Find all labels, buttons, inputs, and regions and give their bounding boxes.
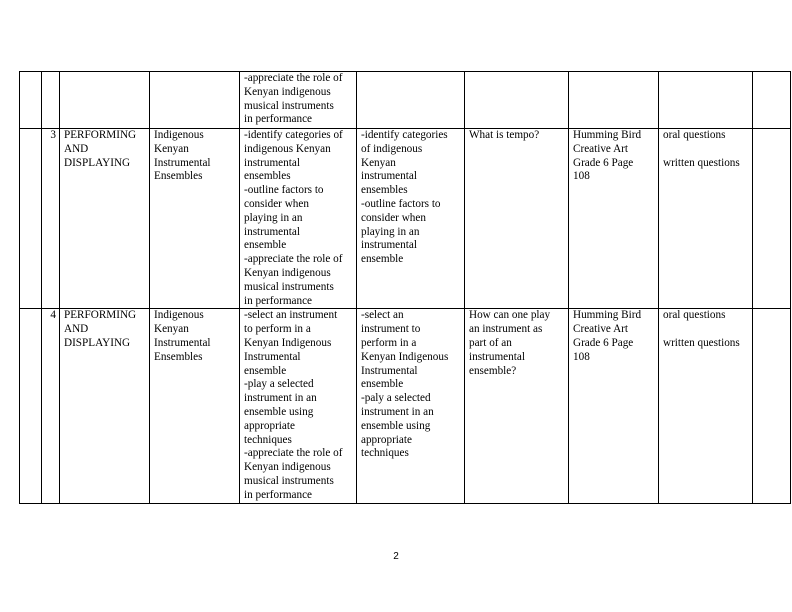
reflection-cell [753,72,791,129]
learning-outcomes-cell: -identify categories of indigenous Kenyan instrumental ensembles -outline factors to consider when playing in an instrumental ensemble -appreciate the role of Kenyan indigenous musical instruments in performance [240,129,357,309]
inquiry-question-cell: What is tempo? [465,129,569,309]
strand-cell [60,72,150,129]
assessment-method: written questions [663,337,740,350]
lesson-cell [42,72,60,129]
learning-experiences-cell: -select an instrument to perform in a Kenyan Indigenous Instrumental ensemble -paly a selected instrument in an ensemble using appropriate techniques [357,309,465,503]
inquiry-question-cell [465,72,569,129]
inquiry-question-cell: How can one play an instrument as part of an instrumental ensemble? [465,309,569,503]
lesson-cell: 4 [42,309,60,503]
table-row [20,72,791,129]
scheme-of-work-table [19,71,791,504]
learning-experiences-cell: -identify categories of indigenous Kenyan instrumental ensembles -outline factors to consider when playing in an instrumental ensemble [357,129,465,309]
strand-cell: PERFORMING AND DISPLAYING [60,129,150,309]
sub-strand-cell: Indigenous Kenyan Instrumental Ensembles [150,309,240,503]
strand-cell: PERFORMING AND DISPLAYING [60,309,150,503]
assessment-cell [659,72,753,129]
resources-cell: Humming Bird Creative Art Grade 6 Page 108 [569,129,659,309]
reflection-cell [753,129,791,309]
page-number: 2 [393,551,399,562]
assessment-cell [659,309,753,503]
assessment-method: oral questions [663,309,726,322]
assessment-cell [659,129,753,309]
learning-experiences-cell [357,72,465,129]
week-cell [20,309,42,503]
learning-outcomes-cell: -select an instrument to perform in a Kenyan Indigenous Instrumental ensemble -play a selected instrument in an ensemble using appropriate techniques -appreciate the role of Kenyan indigenous musical instruments in performance [240,309,357,503]
reflection-cell [753,309,791,503]
resources-cell [569,72,659,129]
sub-strand-cell: Indigenous Kenyan Instrumental Ensembles [150,129,240,309]
sub-strand-cell [150,72,240,129]
week-cell [20,129,42,309]
week-cell [20,72,42,129]
learning-outcomes-cell: -appreciate the role of Kenyan indigenous musical instruments in performance [240,72,357,129]
assessment-method: oral questions [663,129,726,141]
table-row [20,129,791,309]
table-row [20,309,791,503]
resources-cell: Humming Bird Creative Art Grade 6 Page 108 [569,309,659,503]
assessment-method: written questions [663,156,740,169]
lesson-cell: 3 [42,129,60,309]
